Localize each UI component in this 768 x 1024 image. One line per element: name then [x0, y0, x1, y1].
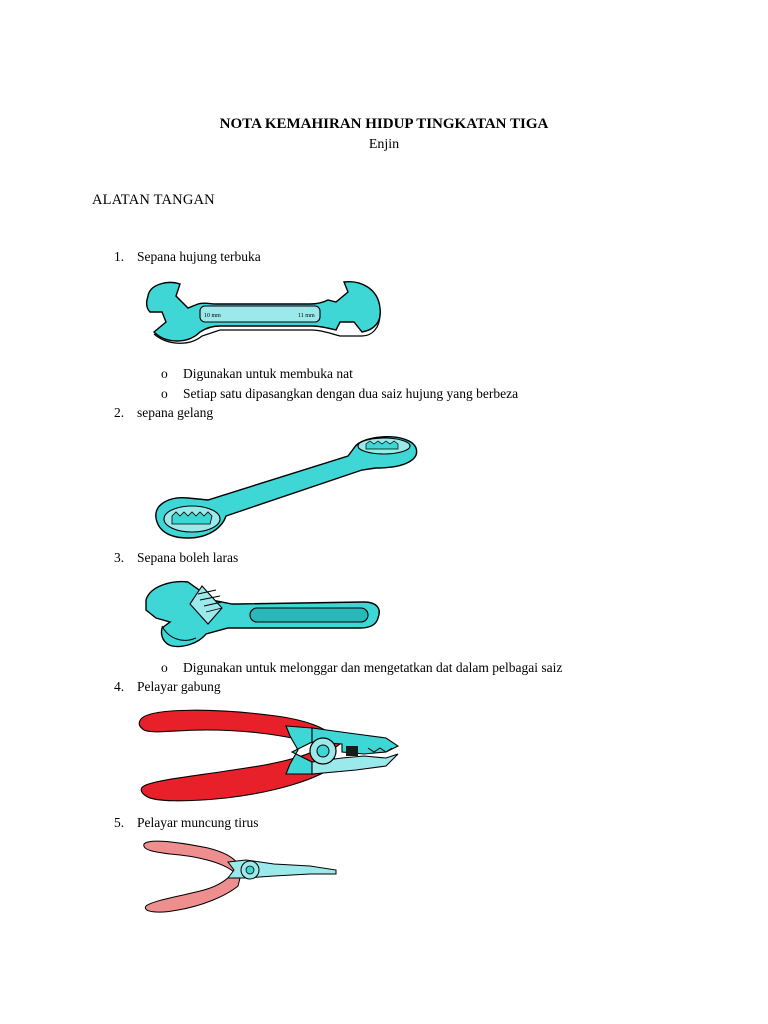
open-end-wrench-icon	[140, 278, 385, 353]
bullet-item	[161, 386, 518, 402]
section-heading: ALATAN TANGAN	[92, 192, 215, 208]
ring-wrench-icon	[148, 428, 420, 546]
item-number: 2.	[114, 405, 125, 420]
bullet-text: Digunakan untuk melonggar dan mengetatkan dat dalam pelbagai saiz	[183, 660, 563, 675]
item-label: Pelayar muncung tirus	[137, 815, 259, 830]
bullet-text: Setiap satu dipasangkan dengan dua saiz hujung yang berbeza	[183, 386, 519, 401]
list-item-5	[114, 815, 258, 831]
bullet-mark: o	[161, 366, 168, 381]
item-number: 4.	[114, 679, 125, 694]
wrench-size-mark-right: 11 mm	[298, 313, 315, 319]
list-item-3	[114, 550, 238, 566]
list-item-1	[114, 249, 261, 265]
bullet-item	[161, 660, 562, 676]
page-title: NOTA KEMAHIRAN HIDUP TINGKATAN TIGA	[219, 116, 549, 132]
bullet-item	[161, 366, 353, 382]
list-item-2	[114, 405, 213, 421]
bullet-text: Digunakan untuk membuka nat	[183, 366, 353, 381]
item-number: 3.	[114, 550, 125, 565]
page-subtitle: Enjin	[368, 137, 400, 152]
item-label: sepana gelang	[137, 405, 214, 420]
item-label: Sepana boleh laras	[137, 550, 239, 565]
wrench-size-mark-left: 10 mm	[204, 313, 221, 319]
item-number: 1.	[114, 249, 125, 264]
list-item-4	[114, 679, 221, 695]
bullet-mark: o	[161, 660, 168, 675]
item-number: 5.	[114, 815, 125, 830]
combination-pliers-icon	[136, 704, 406, 804]
item-label: Sepana hujung terbuka	[137, 249, 261, 264]
needle-nose-pliers-icon	[138, 836, 343, 916]
item-label: Pelayar gabung	[137, 679, 221, 694]
adjustable-wrench-icon	[142, 578, 382, 650]
bullet-mark: o	[161, 386, 168, 401]
